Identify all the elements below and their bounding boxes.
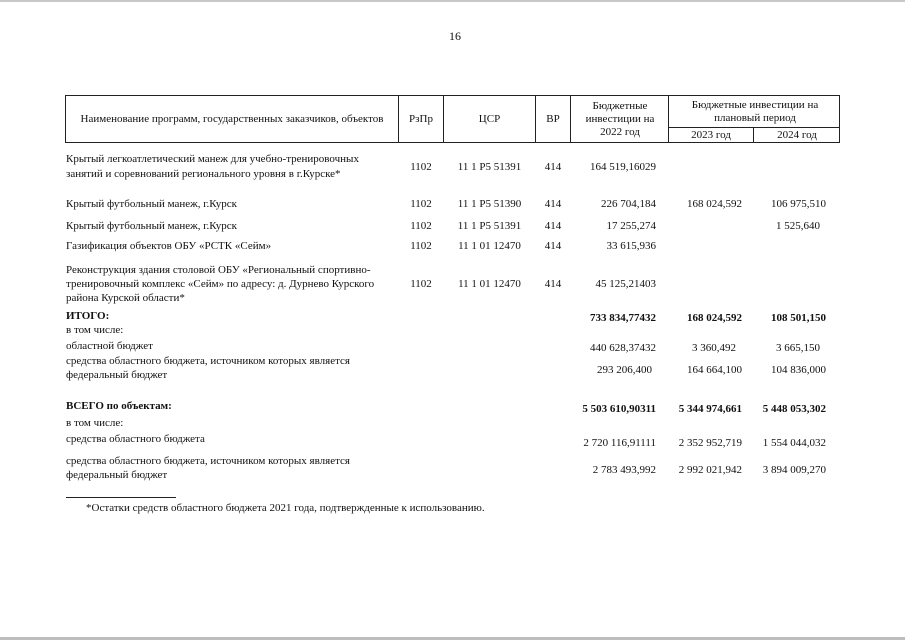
header-csr: ЦСР [478,112,501,125]
row-v2022: 33 615,936 [606,240,656,252]
row-csr: 11 1 P5 51390 [457,198,522,210]
vsego-fed2024: 3 894 009,270 [762,464,826,476]
vsego-fed2023: 2 992 021,942 [678,464,742,476]
itogo-fed-label: средства областного бюджета, источником которых является [66,355,350,367]
row-v2022: 17 255,274 [606,220,656,232]
row-name-line: Реконструкция здания столовой ОБУ «Региональный спортивно- [66,264,371,276]
vsego-reg-label: средства областного бюджета [66,433,205,445]
row-vr: 414 [544,198,562,210]
row-name-line: Крытый футбольный манеж, г.Курск [66,220,237,232]
header-inv2022: Бюджетные инвестиции на 2022 год [585,99,655,138]
header-2023: 2023 год [691,128,731,141]
row-name-line: Крытый футбольный манеж, г.Курск [66,198,237,210]
row-v2022: 226 704,184 [601,198,656,210]
row-csr: 11 1 01 12470 [458,278,521,290]
itogo-v2022: 733 834,77432 [590,312,656,324]
row-vr: 414 [544,278,562,290]
row-name-line: района Курской области* [66,292,185,304]
header-planned: Бюджетные инвестиции на плановый период [691,98,819,124]
footnote-divider [66,497,176,498]
itogo-reg2023: 3 360,492 [692,342,736,354]
vsego-incl: в том числе: [66,417,124,429]
header-2024: 2024 год [777,128,817,141]
row-rzpr: 1102 [410,240,432,252]
header-rzpr: РзПр [409,112,433,125]
itogo-v2023: 168 024,592 [687,312,742,324]
itogo-fed2023: 164 664,100 [687,364,742,376]
vsego-reg2024: 1 554 044,032 [762,437,826,449]
header-vr: ВР [546,112,560,125]
row-vr: 414 [544,220,562,232]
itogo-reg2024: 3 665,150 [776,342,820,354]
row-name-line: Газификация объектов ОБУ «РСТК «Сейм» [66,240,272,252]
itogo-incl: в том числе: [66,324,124,336]
itogo-fed-label: федеральный бюджет [66,369,168,381]
itogo-label: ИТОГО: [66,310,110,322]
row-rzpr: 1102 [410,198,432,210]
page-number: 16 [449,29,461,43]
row-csr: 11 1 P5 51391 [457,161,522,173]
footnote: *Остатки средств областного бюджета 2021 года, подтвержденные к использованию. [86,502,485,514]
vsego-fed-label: средства областного бюджета, источником которых является [66,455,350,467]
vsego-v2023: 5 344 974,661 [678,403,742,415]
row-v2023: 168 024,592 [687,198,742,210]
vsego-reg2022: 2 720 116,91111 [583,437,656,449]
row-rzpr: 1102 [410,220,432,232]
vsego-v2024: 5 448 053,302 [762,403,826,415]
itogo-fed2022: 293 206,400 [597,364,652,376]
itogo-fed2024: 104 836,000 [771,364,826,376]
row-name-line: занятий и соревнований регионального уровня в г.Курске* [66,168,341,180]
scan-edge-top [0,0,905,2]
row-csr: 11 1 01 12470 [458,240,521,252]
vsego-fed-label: федеральный бюджет [66,469,168,481]
vsego-label: ВСЕГО по объектам: [66,400,172,412]
row-v2022: 45 125,21403 [595,278,656,290]
row-v2022: 164 519,16029 [590,161,656,173]
row-csr: 11 1 P5 51391 [457,220,522,232]
vsego-fed2022: 2 783 493,992 [592,464,656,476]
itogo-reg-label: областной бюджет [66,340,153,352]
header-name: Наименование программ, государственных заказчиков, объектов [80,112,384,125]
row-name-line: тренировочный комплекс «Сейм» по адресу: д. Дурнево Курского [66,278,375,290]
itogo-reg2022: 440 628,37432 [590,342,656,354]
row-v2024: 106 975,510 [771,198,826,210]
row-name-line: Крытый легкоатлетический манеж для учебно-тренировочных [66,153,359,165]
vsego-v2022: 5 503 610,90311 [582,403,656,415]
row-vr: 414 [544,161,562,173]
row-v2024: 1 525,640 [776,220,820,232]
row-rzpr: 1102 [410,161,432,173]
row-rzpr: 1102 [410,278,432,290]
row-vr: 414 [544,240,562,252]
vsego-reg2023: 2 352 952,719 [678,437,742,449]
itogo-v2024: 108 501,150 [771,312,826,324]
